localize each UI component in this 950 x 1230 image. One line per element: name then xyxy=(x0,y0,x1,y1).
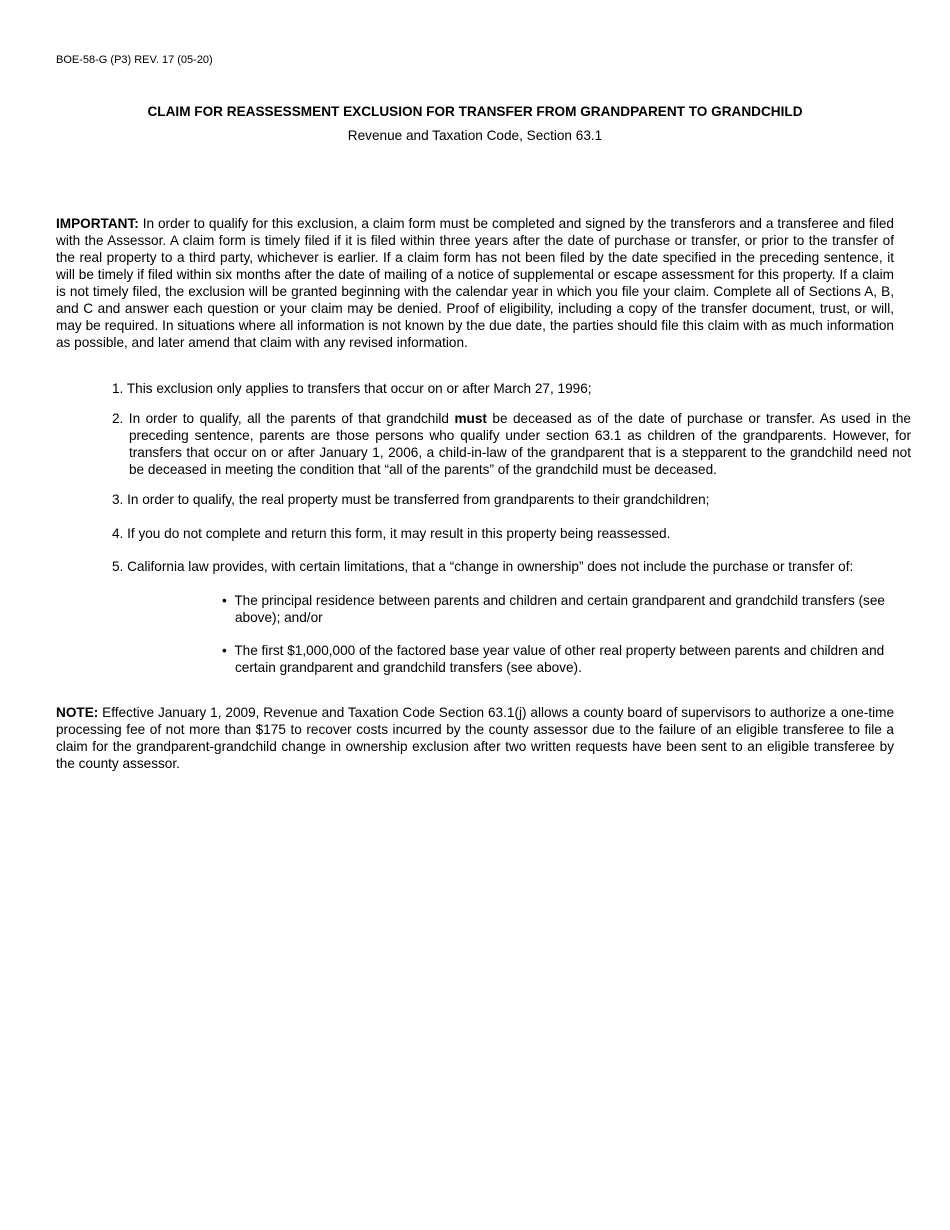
list-item-2-emphasis: must xyxy=(454,411,487,426)
bullet-icon: • xyxy=(222,593,227,608)
page-subtitle: Revenue and Taxation Code, Section 63.1 xyxy=(347,128,603,143)
bullet-item-1 xyxy=(222,592,895,626)
important-paragraph xyxy=(56,215,894,351)
list-item-2-text-end: be deceased as of the date of purchase or transfer. As used in the preceding sentence, parents are those persons who qualify under section 63.1 as children of the grandparents. However, for transfers that occur on or after January 1, 2006, a child-in-law of the grandparent that is a stepparent to the grandchild need not be deceased in meeting the condition that “all of the parents” of the grandchild must be deceased. xyxy=(129,411,911,477)
note-label: NOTE: xyxy=(56,705,99,720)
form-id: BOE-58-G (P3) REV. 17 (05-20) xyxy=(56,54,213,66)
note-paragraph xyxy=(56,704,894,772)
list-item-4: 4. If you do not complete and return this form, it may result in this property being reassessed. xyxy=(112,526,671,541)
list-item-3: 3. In order to qualify, the real property must be transferred from grandparents to their grandchildren; xyxy=(112,492,710,507)
page-title: CLAIM FOR REASSESSMENT EXCLUSION FOR TRANSFER FROM GRANDPARENT TO GRANDCHILD xyxy=(147,104,803,119)
list-item-2 xyxy=(112,410,911,478)
important-label: IMPORTANT: xyxy=(56,216,139,231)
bullet-item-2 xyxy=(222,642,895,676)
note-text: Effective January 1, 2009, Revenue and Taxation Code Section 63.1(j) allows a county board of supervisors to authorize a one-time processing fee of not more than $175 to recover costs incurred by the county assessor due to the failure of an eligible transferee to file a claim for the grandparent-grandchild change in ownership exclusion after two written requests have been sent to an eligible transferee by the county assessor. xyxy=(56,705,894,771)
bullet-item-1-text: The principal residence between parents and children and certain grandparent and grandchild transfers (see above); and/or xyxy=(234,593,885,625)
list-item-1: 1. This exclusion only applies to transfers that occur on or after March 27, 1996; xyxy=(112,381,592,396)
list-item-5: 5. California law provides, with certain limitations, that a “change in ownership” does not include the purchase or transfer of: xyxy=(112,559,854,574)
list-item-2-text-start: 2. In order to qualify, all the parents of that grandchild xyxy=(112,411,455,426)
bullet-item-2-text: The first $1,000,000 of the factored base year value of other real property between parents and children and certain grandparent and grandchild transfers (see above). xyxy=(234,643,885,675)
bullet-icon: • xyxy=(222,643,227,658)
important-text: In order to qualify for this exclusion, a claim form must be completed and signed by the transferors and a transferee and filed with the Assessor. A claim form is timely filed if it is filed within three years after the date of purchase or transfer, or prior to the transfer of the real property to a third party, whichever is earlier. If a claim form has not been filed by the date specified in the preceding sentence, it will be timely if filed within six months after the date of mailing of a notice of supplemental or escape assessment for this property. If a claim is not timely filed, the exclusion will be granted beginning with the calendar year in which you file your claim. Complete all of Sections A, B, and C and answer each question or your claim may be denied. Proof of eligibility, including a copy of the transfer document, trust, or will, may be required. In situations where all information is not known by the due date, the parties should file this claim with as much information as possible, and later amend that claim with any revised information. xyxy=(56,216,894,350)
